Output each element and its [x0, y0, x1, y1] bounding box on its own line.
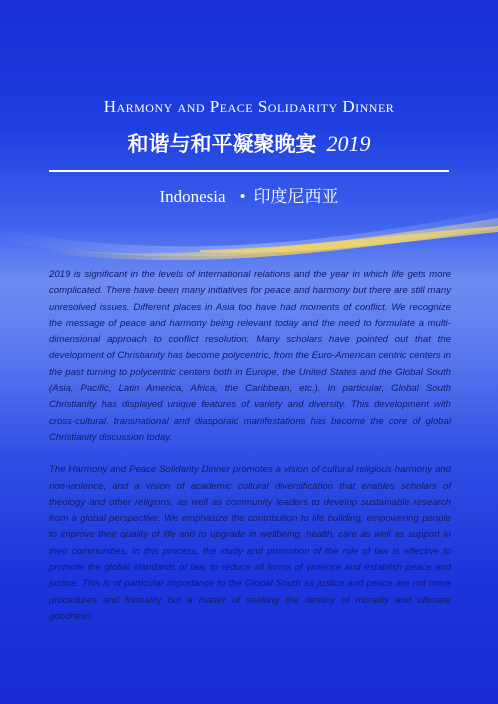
event-title-chinese-text: 和谐与和平凝聚晚宴	[127, 131, 317, 156]
country-name-chinese: 印度尼西亚	[253, 187, 339, 207]
country-subtitle	[0, 182, 498, 207]
divider-line	[49, 170, 449, 172]
event-title-english: Harmony and Peace Solidarity Dinner	[103, 97, 395, 116]
body-text	[49, 267, 451, 641]
paragraph-2: The Harmony and Peace Solidarity Dinner promotes a vision of cultural religious harmony and non-violence, and a vision of academic cultural diversification that enables scholars of theology and other religions, as well as community leaders to develop sustainable research from a global perspective. We emphasize the contribution to life building, empowering people to improve their quality of life and to upgrade in wellbeing, health, care as well as support in their communities. In this process, the study and promotion of the rule of law is effective to promote the global standards of law, to reduce all forms of violence and establish peace and justice. This is of particular importance to the Global South as justice and peace are not mere procedures and formality but a matter of seeking the destiny of morality and ultimate goodness.	[49, 464, 451, 622]
event-title-chinese	[0, 128, 498, 158]
paragraph-1: 2019 is significant in the levels of international relations and the year in which life gets more complicated. There have been many initiatives for peace and harmony but there are still many unresolved issues. Different places in Asia too have had moments of conflict. We recognize the message of peace and harmony being relevant today and the need to formulate a multi-dimensional approach to conflict resolution. Many scholars have pointed out that the development of Christianity has become polycentric, from the Euro-American centric centers in the past turning to polycentric centers both in Europe, the United States and the Global South (Asia, Pacific, Latin America, Africa, the Caribbean, etc.). In particular, Global South Christianity has displayed unique features of variety and diversity. This development with cross-cultural, transnational and diasporaic manifestations has become the core of global Christianity discussion today.	[49, 269, 451, 443]
event-year: 2019	[326, 131, 371, 156]
bullet-separator: •	[239, 187, 246, 206]
country-name: Indonesia	[159, 187, 226, 206]
